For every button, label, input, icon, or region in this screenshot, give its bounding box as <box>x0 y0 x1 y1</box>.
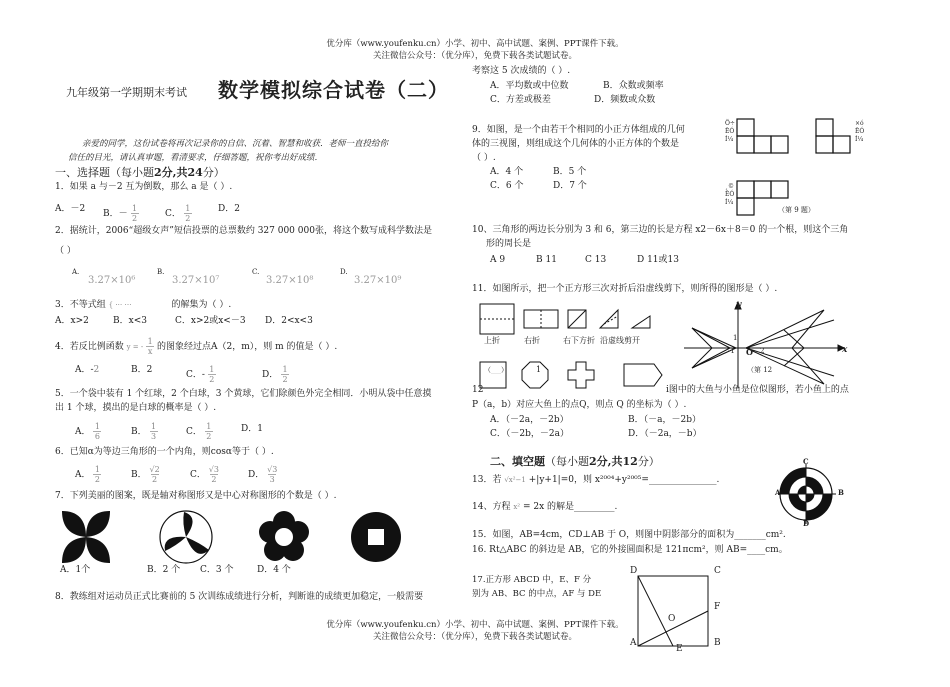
lbl: Í¼ <box>725 136 734 143</box>
q11-step-1: 上折 <box>484 336 500 345</box>
q9-option-b: B．5 个 <box>553 167 587 177</box>
q13-blank[interactable]: _______________. <box>648 475 720 485</box>
q10-option-a: A 9 <box>490 255 506 265</box>
q9-side-view <box>815 118 855 154</box>
lbl: ¸© <box>725 183 734 190</box>
q14-blank[interactable]: _________. <box>574 502 618 512</box>
q1-option-c <box>165 204 192 223</box>
q5-c-label: C． <box>186 427 202 437</box>
q9-front-label <box>725 120 735 144</box>
q16: 16. Rt△ABC 的斜边是 AB，它的外接圆面积是 121πcm²，则 AB=____cm。 <box>472 545 788 555</box>
q6-c-label: C． <box>190 470 206 480</box>
frac-den: 2 <box>152 475 158 484</box>
q1-option-d: D．2 <box>218 204 240 214</box>
pattern-four-leaf <box>62 511 110 563</box>
fig17-c: C <box>714 566 721 576</box>
q12-axis-y: y <box>736 300 742 310</box>
header-line-2: 关注微信公众号：（优分库），免费下载各类试题试卷。 <box>372 51 577 61</box>
q11-step-3: 右下方折 <box>563 336 595 345</box>
lbl: Í¼ <box>855 136 864 143</box>
q6-option-b <box>131 465 160 484</box>
q8-stem-cont: 考察这 5 次成绩的（ ）. <box>472 66 571 76</box>
section-2-heading <box>490 455 660 469</box>
q12-line-1: i图中的大鱼与小鱼是位似图形，若小鱼上的点 <box>666 385 849 395</box>
q8-option-a: A．平均数或中位数 <box>490 81 569 91</box>
q4-func-frac <box>146 337 154 356</box>
frac-den: 2 <box>211 475 217 484</box>
q4-c-frac <box>208 365 216 384</box>
q13-a: 13．若 <box>472 475 502 485</box>
q14-x2: x² <box>513 503 521 511</box>
fig17-b: B <box>714 638 721 648</box>
q3-option-a: A．x>2 <box>55 316 89 326</box>
fig15-a: A <box>775 488 781 497</box>
q14 <box>472 502 617 513</box>
fig17-a: A <box>630 638 637 648</box>
q5-a-frac <box>93 422 101 441</box>
q11-a: （ <box>484 366 491 374</box>
q11-fold-steps <box>478 302 678 338</box>
frac-den: 2 <box>282 375 288 384</box>
q3-option-d: D．2<x<3 <box>265 316 313 326</box>
frac-num: 1 <box>185 204 191 213</box>
q9-line-2: 体的三视图，则组成这个几何体的小正方体的个数是 <box>472 139 680 149</box>
q10-line-2: 形的周长是 <box>486 239 532 249</box>
lbl: ÊÓ <box>855 128 865 135</box>
fig17-o: O <box>668 614 676 624</box>
footer-line-2: 关注微信公众号：（优分库），免费下载各类试题试卷。 <box>372 632 577 642</box>
q11-step-4: 沿虚线剪开 <box>600 336 640 345</box>
fig17-d: D <box>630 566 638 576</box>
q7-option-b: B．2 个 <box>147 565 181 575</box>
q11-a2: ） <box>501 366 508 374</box>
q12-tick-1: 1 <box>733 334 738 342</box>
q1-option-a: A．－2 <box>55 204 86 214</box>
q4-option-a <box>75 365 99 376</box>
q4-a-value: 2 <box>93 365 100 375</box>
q1-c-frac <box>184 204 192 223</box>
fig15-c: C <box>803 457 809 466</box>
q9-line-3: （ ）. <box>472 153 496 163</box>
q3-stem-a: 3．不等式组 <box>55 300 106 310</box>
fig15-d: D <box>803 519 810 528</box>
q5-option-d: D．1 <box>241 424 263 434</box>
frac-den: 2 <box>209 375 215 384</box>
section-2-pts: 2 <box>589 455 597 468</box>
q3-option-c: C．x>2或x<－3 <box>175 316 246 326</box>
q15-unit: cm². <box>765 530 786 540</box>
frac-num: 1 <box>209 365 215 374</box>
section-2-title: 二、填空题 <box>490 455 545 468</box>
q6-b-label: B． <box>131 470 147 480</box>
frac-den: 2 <box>185 214 191 223</box>
q5-c-frac <box>205 422 213 441</box>
section-2-total: 12 <box>622 455 638 468</box>
q11-a-sub: ____ <box>491 368 501 374</box>
page-title: 数学模拟综合试卷（二） <box>218 78 449 102</box>
q5-a-label: A． <box>75 427 91 437</box>
section-2-end: 分） <box>637 455 660 468</box>
section-2-mid: 分,共 <box>596 455 623 468</box>
q12-line-1-num: 12 <box>472 385 484 395</box>
pattern-three-blade <box>160 511 212 563</box>
q5-b-label: B． <box>131 427 147 437</box>
frac-num: 1 <box>147 337 153 346</box>
q6-option-a <box>75 465 101 484</box>
lbl: ÊÓ <box>725 128 735 135</box>
q8-stem: 8．教练组对运动员正式比赛前的 5 次训练成绩进行分析，判断谁的成绩更加稳定，一般需要 <box>55 592 424 602</box>
q9-option-d: D．7 个 <box>553 181 587 191</box>
q5-line-1: 5．一个袋中装有 1 个红球，2 个白球，3 个黄球，它们除颜色外完全相同．小明从袋中任意摸 <box>55 389 432 399</box>
pattern-flower <box>259 511 309 561</box>
pattern-coin <box>351 512 401 562</box>
frac-num: 1 <box>206 422 212 431</box>
q6-a-label: A． <box>75 470 91 480</box>
q4-d-label: D． <box>262 370 279 380</box>
q6-option-d <box>248 465 277 484</box>
q5-line-2: 出 1 个球，摸出的是白球的概率是（ ）. <box>55 403 217 413</box>
q5-option-b <box>131 422 158 441</box>
q4-stem-b: 的图象经过点A（2，m），则 m 的值是（ ）. <box>157 342 338 352</box>
fig17-e: E <box>676 644 683 654</box>
q7-option-d: D．4 个 <box>257 565 291 575</box>
q5-option-a <box>75 422 101 441</box>
frac-den: x <box>147 347 153 356</box>
frac-den: 2 <box>131 214 138 223</box>
q3-stem <box>55 300 231 311</box>
frac-num: √3 <box>208 465 219 474</box>
q14-a: 14、方程 <box>472 502 511 512</box>
title-prefix: 九年级第一学期期末考试 <box>66 86 187 99</box>
q15 <box>472 530 786 541</box>
q2-d-label: D. <box>340 268 348 276</box>
frac-num: 1 <box>94 422 100 431</box>
q1-stem: 1．如果 a 与－2 互为倒数，那么 a 是（ ）. <box>55 182 233 192</box>
lbl: ×ó <box>855 120 864 127</box>
q6-a-frac <box>93 465 101 484</box>
q1-b-label: B．－ <box>103 209 128 219</box>
q14-b: = 2x 的解是 <box>522 502 575 512</box>
section-1-end: 分） <box>202 166 225 179</box>
q2-a-value: 3.27×10⁶ <box>88 275 136 286</box>
q4-option-d <box>262 365 289 384</box>
q15-text: 15．如图，AB=4cm，CD⊥AB 于 O，则图中阴影部分的面积为 <box>472 530 735 540</box>
q4-c-label: C．- <box>186 370 205 380</box>
q6-b-frac <box>150 465 160 484</box>
section-1-heading <box>55 166 225 180</box>
q3-system-image: { ⋯ ⋯ <box>108 301 132 309</box>
fig15-b: B <box>838 488 844 497</box>
q6-d-label: D． <box>248 470 265 480</box>
intro-line-1: 亲爱的同学，这份试卷将再次记录你的自信、沉着、智慧和收获．老师一直投给你 <box>82 139 389 149</box>
q6-c-frac <box>209 465 219 484</box>
frac-num: 1 <box>94 465 100 474</box>
q12-axis-x: x <box>842 345 848 355</box>
q4-option-c <box>186 365 216 384</box>
q13 <box>472 475 719 486</box>
q2-a-label: A. <box>72 268 80 276</box>
frac-num: √2 <box>149 465 160 474</box>
q12-fish-figure <box>684 300 849 390</box>
q8-option-c: C．方差或极差 <box>490 95 551 105</box>
q9-front-view <box>736 118 796 154</box>
q12-option-b: B．（－a，－2b） <box>628 415 701 425</box>
section-1-pts: 2 <box>154 166 162 179</box>
q5-b-frac <box>150 422 158 441</box>
q12-tick-2: 2 <box>760 347 765 355</box>
q15-blank[interactable]: _______ <box>734 530 766 540</box>
lbl: ÊÓ <box>725 191 735 198</box>
q9-caption: （第 9 题） <box>778 206 815 214</box>
q10-option-d: D 11或13 <box>637 255 679 265</box>
q5-option-c <box>186 422 213 441</box>
q2-b-label: B. <box>157 268 165 276</box>
fig17-f: F <box>714 602 721 612</box>
q4-stem <box>55 337 337 356</box>
frac-num: √3 <box>267 465 278 474</box>
frac-den: 6 <box>94 432 100 441</box>
q1-c-label: C． <box>165 209 181 219</box>
q12-option-a: A．（－2a，－2b） <box>490 415 569 425</box>
q17-line-1: 17.正方形 ABCD 中，E、F 分 <box>472 575 592 585</box>
frac-num: 1 <box>131 204 138 213</box>
q6-option-c <box>190 465 219 484</box>
q8-option-b: B．众数或频率 <box>603 81 664 91</box>
q12-option-d: D．（－2a，－b） <box>628 429 702 439</box>
frac-den: 2 <box>94 475 100 484</box>
q12-caption: （第 12 <box>747 366 773 374</box>
frac-num: 1 <box>282 365 288 374</box>
section-2-note: （每小题 <box>545 455 589 468</box>
q7-option-a: A．1个 <box>60 565 91 575</box>
footer-line-1: 优分库（www.youfenku.cn）小学、初中、高中试题、案例、PPT课件下载。 <box>326 620 624 630</box>
q4-d-frac <box>281 365 289 384</box>
q12-origin: O <box>746 347 753 357</box>
q1-option-b <box>103 204 139 223</box>
q6-d-frac <box>267 465 277 484</box>
header-line-1: 优分库（www.youfenku.cn）小学、初中、高中试题、案例、PPT课件下载。 <box>326 39 624 49</box>
q11-option-b-text: 1 <box>536 365 542 374</box>
frac-num: 1 <box>150 422 157 431</box>
frac-den: 3 <box>150 432 157 441</box>
q11-stem: 11．如图所示，把一个正方形三次对折后沿虚线剪下，则所得的图形是（ ）. <box>472 284 778 294</box>
section-1-title: 一、选择题 <box>55 166 110 179</box>
q12-tick-neg1: -1 <box>728 347 735 355</box>
q3-stem-b: 的解集为（ ）. <box>171 300 232 310</box>
section-1-total: 24 <box>187 166 203 179</box>
q9-side-label <box>855 120 864 144</box>
q10-option-b: B 11 <box>536 255 557 265</box>
q4-option-b: B．2 <box>131 365 153 375</box>
q2-paren: （ ） <box>55 246 76 256</box>
section-1-note: （每小题 <box>110 166 154 179</box>
q17-square-figure <box>636 574 712 650</box>
q7-stem: 7．下列美丽的图案，既是轴对称图形又是中心对称图形的个数是（ ）. <box>55 491 337 501</box>
q11-step-2: 右折 <box>524 336 540 345</box>
q6-stem: 6．已知α为等边三角形的一个内角，则cosα等于（ ）. <box>55 447 274 457</box>
q1-b-frac <box>131 204 139 223</box>
q3-option-b: B．x<3 <box>113 316 147 326</box>
q4-a-label: A．- <box>75 365 94 375</box>
q9-line-1: 9．如图，是一个由若干个相同的小正方体组成的几何 <box>472 125 685 135</box>
q12-line-2: P（a，b）对应大鱼上的点Q，则点 Q 的坐标为（ ）. <box>472 400 687 410</box>
q7-option-c: C．3 个 <box>200 565 234 575</box>
q13-radical: √x²−1 <box>504 476 526 484</box>
q8-option-d: D．频数或众数 <box>594 95 656 105</box>
intro-line-2: 信任的目光，请认真审题，看清要求，仔细答题，祝你考出好成绩． <box>68 153 324 163</box>
q10-line-1: 10、三角形的两边长分别为 3 和 6，第三边的长是方程 x2－6x＋8＝0 的一个根，则这个三角 <box>472 225 849 235</box>
q2-d-value: 3.27×10⁹ <box>354 275 402 286</box>
section-1-mid: 分,共 <box>161 166 188 179</box>
q4-func: y = - <box>126 343 144 351</box>
q9-option-a: A．4 个 <box>490 167 524 177</box>
q15-circle-figure <box>778 457 838 528</box>
q9-option-c: C．6 个 <box>490 181 524 191</box>
q2-c-value: 3.27×10⁸ <box>266 275 314 286</box>
q4-stem-a: 4．若反比例函数 <box>55 342 124 352</box>
q2-b-value: 3.27×10⁷ <box>172 275 220 286</box>
q11-option-a-text <box>484 366 508 375</box>
q11-options <box>478 360 668 390</box>
lbl: Ö÷ <box>725 120 735 127</box>
frac-den: 2 <box>206 432 212 441</box>
q10-option-c: C 13 <box>585 255 607 265</box>
q2-stem: 2．据统计，2006“超级女声”短信投票的总票数约 327 000 000张，将这个数写成科学数法是 <box>55 226 432 236</box>
lbl: Í¼ <box>725 199 734 206</box>
q12-option-c: C．（－2b，－2a） <box>490 429 569 439</box>
q2-c-label: C. <box>252 268 260 276</box>
frac-den: 3 <box>269 475 275 484</box>
q7-patterns <box>60 509 420 565</box>
q9-top-label <box>725 183 734 207</box>
q17-line-2: 别为 AB、BC 的中点，AF 与 DE <box>472 589 602 599</box>
q13-b: +|y+1|=0，则 x²⁰⁰⁴+y²⁰⁰⁵= <box>528 475 649 485</box>
